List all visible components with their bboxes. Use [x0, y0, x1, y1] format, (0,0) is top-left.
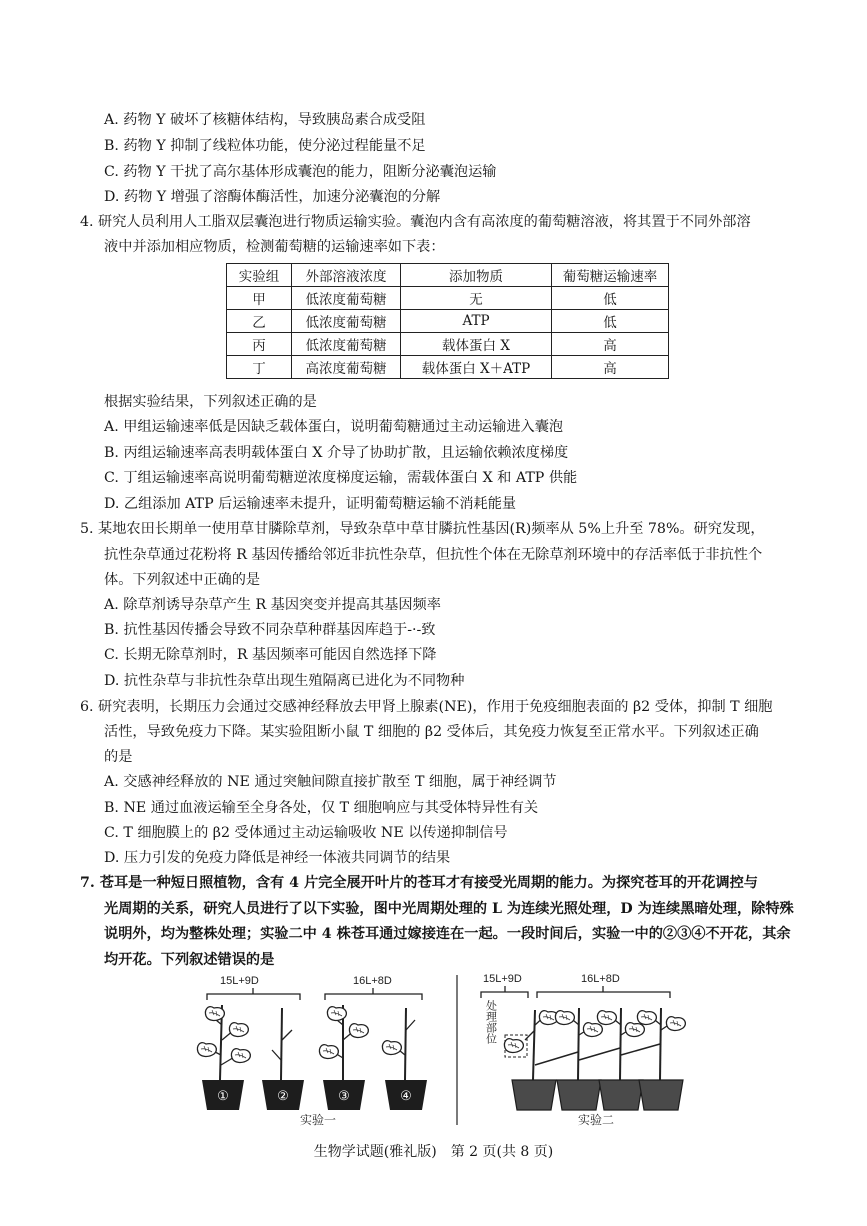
q6-option-b: B. NE 通过血液运输至全身各处，仅 T 细胞响应与其受体特异性有关 — [104, 800, 539, 816]
q3-option-d: D. 药物 Y 增强了溶酶体酶活性，加速分泌囊泡的分解 — [104, 189, 441, 205]
exp2-leaf — [666, 1017, 685, 1031]
exp1-plant-4 — [382, 1008, 415, 1080]
svg-text:处理部位: 处理部位 — [484, 1000, 498, 1044]
q6-option-a: A. 交感神经释放的 NE 通过突触间隙直接扩散至 T 细胞，属于神经调节 — [104, 774, 557, 790]
q5-option-c: C. 长期无除草剂时，R 基因频率可能因自然选择下降 — [104, 647, 437, 663]
q5-stem-line-1: 5. 某地农田长期单一使用草甘膦除草剂，导致杂草中草甘膦抗性基因(R)频率从 5%上升至 78%。研究发现， — [80, 521, 765, 537]
table-cell: 低浓度葡萄糖 — [292, 310, 401, 333]
table-cell: 无 — [401, 287, 552, 310]
q6-option-c: C. T 细胞膜上的 β2 受体通过主动运输吸收 NE 以传递抑制信号 — [104, 825, 508, 841]
exp1-plant-2 — [272, 1008, 292, 1080]
q5-option-b: B. 抗性基因传播会导致不同杂草种群基因库趋于-·-致 — [104, 622, 436, 638]
exp1-plant-3 — [319, 1005, 368, 1080]
table-cell: 高 — [552, 333, 669, 356]
table-cell: 低 — [552, 310, 669, 333]
pot-label-2: ② — [277, 1089, 289, 1104]
q6-stem-line-3: 的是 — [104, 749, 133, 765]
table-cell: 高 — [552, 356, 669, 379]
table-cell: 甲 — [227, 287, 292, 310]
q4-option-d: D. 乙组添加 ATP 后运输速率未提升，证明葡萄糖运输不消耗能量 — [104, 496, 517, 512]
exp1-pots — [202, 1080, 427, 1110]
q6-option-d: D. 压力引发的免疫力降低是神经一体液共同调节的结果 — [104, 850, 451, 866]
exp2-leaf — [637, 1011, 656, 1025]
table-cell: 丙 — [227, 333, 292, 356]
table-cell: 低浓度葡萄糖 — [292, 333, 401, 356]
exp2-label: 实验二 — [578, 1113, 615, 1127]
q4-stem-line-1: 4. 研究人员利用人工脂双层囊泡进行物质运输实验。囊泡内含有高浓度的葡萄糖溶液，将其置于不同外部溶 — [80, 214, 751, 230]
table-cell: 低浓度葡萄糖 — [292, 287, 401, 310]
treated-part-label — [485, 999, 498, 1045]
table-cell: 丁 — [227, 356, 292, 379]
q6-stem-line-1: 6. 研究表明，长期压力会通过交感神经释放去甲肾上腺素(NE)，作用于免疫细胞表面的 β2 受体，抑制 T 细胞 — [80, 699, 773, 715]
q5-option-a: A. 除草剂诱导杂草产生 R 基因突变并提高其基因频率 — [104, 597, 441, 613]
q7-stem-line-4: 均开花。下列叙述错误的是 — [104, 952, 275, 968]
exp1-bracket-right — [325, 988, 422, 1000]
table-cell: 载体蛋白 X＋ATP — [401, 356, 552, 379]
exp2-leaf — [625, 1023, 644, 1037]
table-header-cell: 实验组 — [227, 264, 292, 287]
q4-option-c: C. 丁组运输速率高说明葡萄糖逆浓度梯度运输，需载体蛋白 X 和 ATP 供能 — [104, 470, 578, 486]
q4-prompt: 根据实验结果，下列叙述正确的是 — [104, 394, 317, 410]
table-header-cell: 葡萄糖运输速率 — [552, 264, 669, 287]
q6-stem-line-2: 活性，导致免疫力下降。某实验阻断小鼠 T 细胞的 β2 受体后，其免疫力恢复至正常水平。下列叙述正确 — [104, 724, 759, 740]
exp2-leaf — [504, 1039, 523, 1053]
q7-stem-line-2: 光周期的关系，研究人员进行了以下实验，图中光周期处理的 L 为连续光照处理，D 为连续黑暗处理，除特殊 — [104, 901, 794, 917]
exp2-leaf — [583, 1023, 602, 1037]
q3-option-a: A. 药物 Y 破坏了核糖体结构，导致胰岛素合成受阻 — [104, 112, 426, 128]
exp2-pots — [512, 1080, 683, 1110]
q7-stem-line-3: 说明外，均为整株处理；实验二中 4 株苍耳通过嫁接连在一起。一段时间后，实验一中的②③④不开花，其余 — [104, 926, 791, 942]
exp1-bracket-left — [207, 988, 300, 1000]
q3-option-c: C. 药物 Y 干扰了高尔基体形成囊泡的能力，阻断分泌囊泡运输 — [104, 164, 497, 180]
exp2-bracket-right — [537, 986, 670, 998]
pot-label-1: ① — [217, 1089, 229, 1104]
table-cell: 乙 — [227, 310, 292, 333]
exp2-bracket-left — [481, 986, 528, 998]
exp2-leaf — [597, 1011, 616, 1025]
pot-label-3: ③ — [338, 1089, 350, 1104]
q5-option-d: D. 抗性杂草与非抗性杂草出现生殖隔离已进化为不同物种 — [104, 673, 465, 689]
exp1-label-16l8d: 16L+8D — [353, 975, 392, 987]
q7-stem-line-1: 7. 苍耳是一种短日照植物，含有 4 片完全展开叶片的苍耳才有接受光周期的能力。为探究苍耳的开花调控与 — [80, 875, 758, 891]
q3-option-b: B. 药物 Y 抑制了线粒体功能，使分泌过程能量不足 — [104, 138, 426, 154]
table-cell: 低 — [552, 287, 669, 310]
q5-stem-line-3: 体。下列叙述中正确的是 — [104, 572, 261, 588]
table-header-cell: 添加物质 — [401, 264, 552, 287]
q4-option-a: A. 甲组运输速率低是因缺乏载体蛋白，说明葡萄糖通过主动运输进入囊泡 — [104, 419, 564, 435]
table-cell: 高浓度葡萄糖 — [292, 356, 401, 379]
pot-label-4: ④ — [400, 1089, 412, 1104]
exp2-leaf — [555, 1011, 574, 1025]
table-header-cell: 外部溶液浓度 — [292, 264, 401, 287]
q4-stem-line-2: 液中并添加相应物质，检测葡萄糖的运输速率如下表： — [104, 239, 445, 255]
exp2-label-15l9d: 15L+9D — [483, 973, 522, 985]
exp1-label: 实验一 — [300, 1113, 337, 1127]
page-footer: 生物学试题(雅礼版) 第 2 页(共 8 页) — [313, 1144, 554, 1160]
q4-option-b: B. 丙组运输速率高表明载体蛋白 X 介导了协助扩散，且运输依赖浓度梯度 — [104, 445, 569, 461]
exp1-label-15l9d: 15L+9D — [220, 975, 259, 987]
exp1-plant-1 — [197, 1005, 250, 1080]
table-cell: 载体蛋白 X — [401, 333, 552, 356]
exp2-label-16l8d: 16L+8D — [581, 973, 620, 985]
q5-stem-line-2: 抗性杂草通过花粉将 R 基因传播给邻近非抗性杂草，但抗性个体在无除草剂环境中的存活率低于非抗性个 — [104, 547, 763, 563]
table-cell: ATP — [401, 310, 552, 333]
